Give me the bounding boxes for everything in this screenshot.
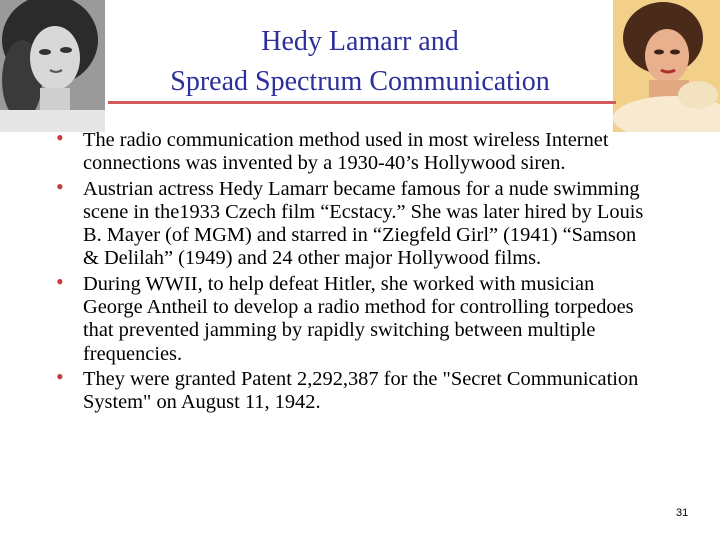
title-line-2: Spread Spectrum Communication: [170, 66, 550, 97]
title-line-1: Hedy Lamarr and: [261, 26, 459, 57]
bullet-list: [56, 125, 656, 417]
bullet-item: [56, 125, 656, 176]
bullet-text: Austrian actress Hedy Lamarr became famous for a nude swimming scene in the1933 Czech film “Ecstacy.” She was later hired by Louis B. Mayer (of MGM) and starred in “Ziegfeld Girl” (1941) “Samson & Delilah” (1949) and 24 other major Hollywood films.: [83, 177, 644, 270]
bullet-text: During WWII, to help defeat Hitler, she worked with musician George Antheil to develop a radio method for controlling torpedoes that prevented jamming by rapidly switching between multiple frequencies.: [83, 272, 634, 365]
page-number: 31: [676, 507, 689, 519]
bullet-marker: •: [56, 173, 64, 199]
portrait-photo-left: [0, 0, 105, 132]
bullet-marker: •: [56, 363, 64, 389]
bullet-text: They were granted Patent 2,292,387 for the "Secret Communication System" on August 11, 1942.: [83, 367, 639, 414]
portrait-photo-right: [613, 0, 720, 132]
bullet-item: [56, 268, 656, 366]
bullet-item: [56, 173, 656, 271]
bullet-marker: •: [56, 268, 64, 294]
bullet-item: [56, 363, 656, 415]
bullet-marker: •: [56, 125, 64, 150]
slide-title: [108, 22, 612, 102]
bullet-text: The radio communication method used in most wireless Internet connections was invented by a 1930-40’s Hollywood siren.: [83, 129, 609, 175]
title-divider: [108, 101, 616, 104]
